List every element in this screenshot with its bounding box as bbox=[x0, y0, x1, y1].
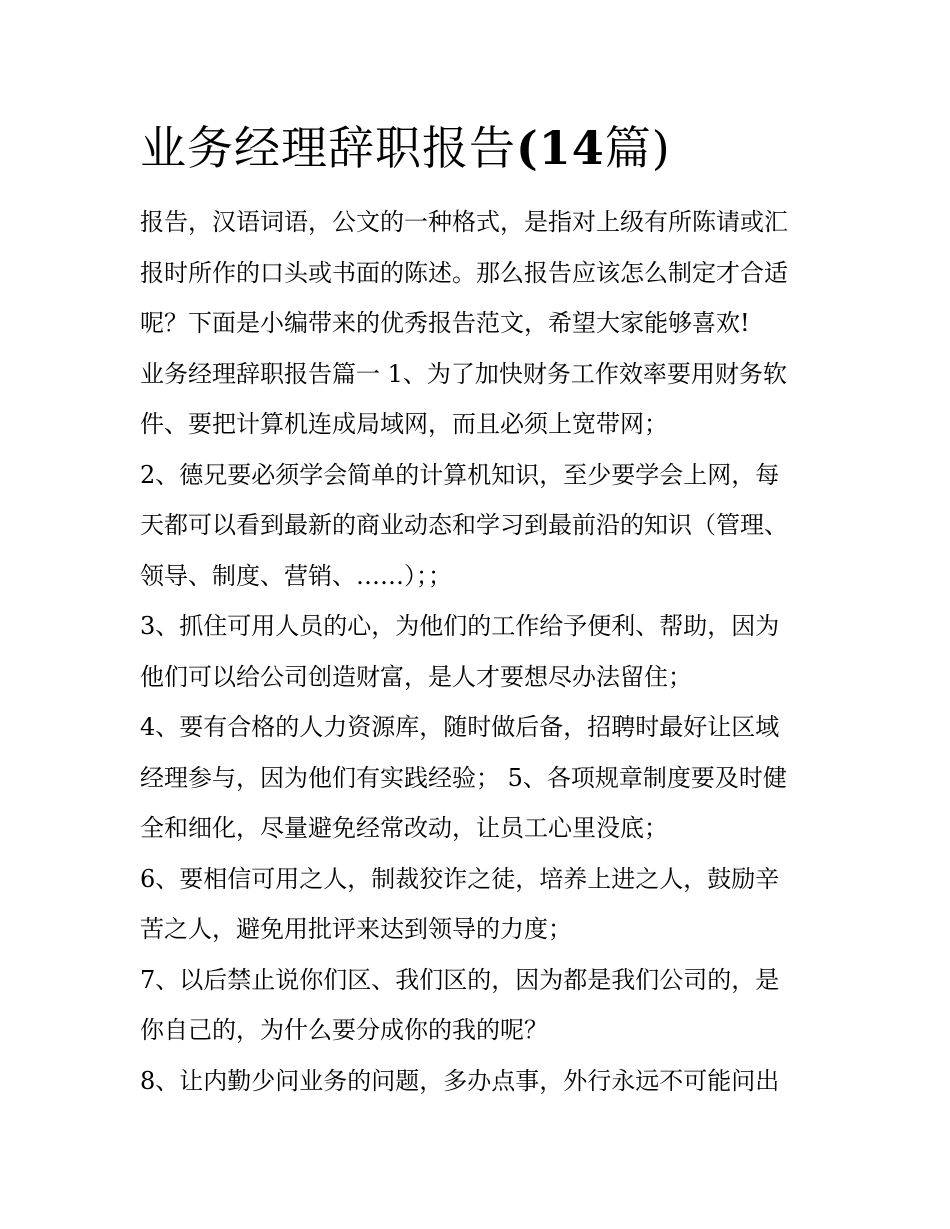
paragraph-item-2 bbox=[140, 450, 820, 602]
paragraph-item-6 bbox=[140, 854, 820, 955]
title-prefix: 业务经理辞职报告 bbox=[140, 121, 516, 175]
text-line: 7、以后禁止说你们区、我们区的，因为都是我们公司的，是 bbox=[140, 965, 780, 994]
document-title bbox=[140, 113, 671, 183]
text-line: 呢？下面是小编带来的优秀报告范文，希望大家能够喜欢! bbox=[140, 309, 750, 337]
text-line: 天都可以看到最新的商业动态和学习到最前沿的知识（管理、 bbox=[140, 511, 788, 539]
text-line: 8、让内勤少问业务的问题，多办点事，外行永远不可能问出 bbox=[140, 1066, 780, 1095]
text-line: 2、德兄要必须学会简单的计算机知识，至少要学会上网，每 bbox=[140, 460, 780, 489]
title-number: (14 bbox=[516, 121, 605, 175]
paragraph-item-3 bbox=[140, 601, 820, 702]
text-line: 4、要有合格的人力资源库，随时做后备，招聘时最好让区域 bbox=[140, 713, 780, 741]
text-line: 业务经理辞职报告篇一 1、为了加快财务工作效率要用财务软 bbox=[140, 359, 787, 388]
text-line: 全和细化，尽量避免经常改动，让员工心里没底； bbox=[140, 814, 668, 842]
paragraph-item-7 bbox=[140, 955, 820, 1056]
text-line: 6、要相信可用之人，制裁狡诈之徒，培养上进之人，鼓励辛 bbox=[140, 864, 780, 893]
text-line: 报告，汉语词语，公文的一种格式，是指对上级有所陈请或汇 bbox=[140, 208, 788, 236]
text-line: 经理参与，因为他们有实践经验； 5、各项规章制度要及时健 bbox=[140, 763, 787, 792]
paragraph-intro bbox=[140, 197, 820, 349]
title-suffix: 篇) bbox=[604, 121, 671, 175]
document-body bbox=[140, 197, 820, 1106]
text-line: 你自己的，为什么要分成你的我的呢？ bbox=[140, 1016, 548, 1044]
text-line: 报时所作的口头或书面的陈述。那么报告应该怎么制定才合适 bbox=[140, 258, 788, 287]
paragraph-item-8 bbox=[140, 1056, 820, 1107]
text-line: 他们可以给公司创造财富，是人才要想尽办法留住； bbox=[140, 662, 692, 691]
text-line: 苦之人，避免用批评来达到领导的力度； bbox=[140, 915, 572, 943]
text-line: 3、抓住可用人员的心，为他们的工作给予便利、帮助，因为 bbox=[140, 612, 780, 640]
text-line: 领导、制度、营销、……）；； bbox=[140, 561, 452, 590]
paragraph-item-1 bbox=[140, 349, 820, 450]
paragraph-item-4 bbox=[140, 702, 820, 854]
text-line: 件、要把计算机连成局域网，而且必须上宽带网； bbox=[140, 410, 668, 438]
